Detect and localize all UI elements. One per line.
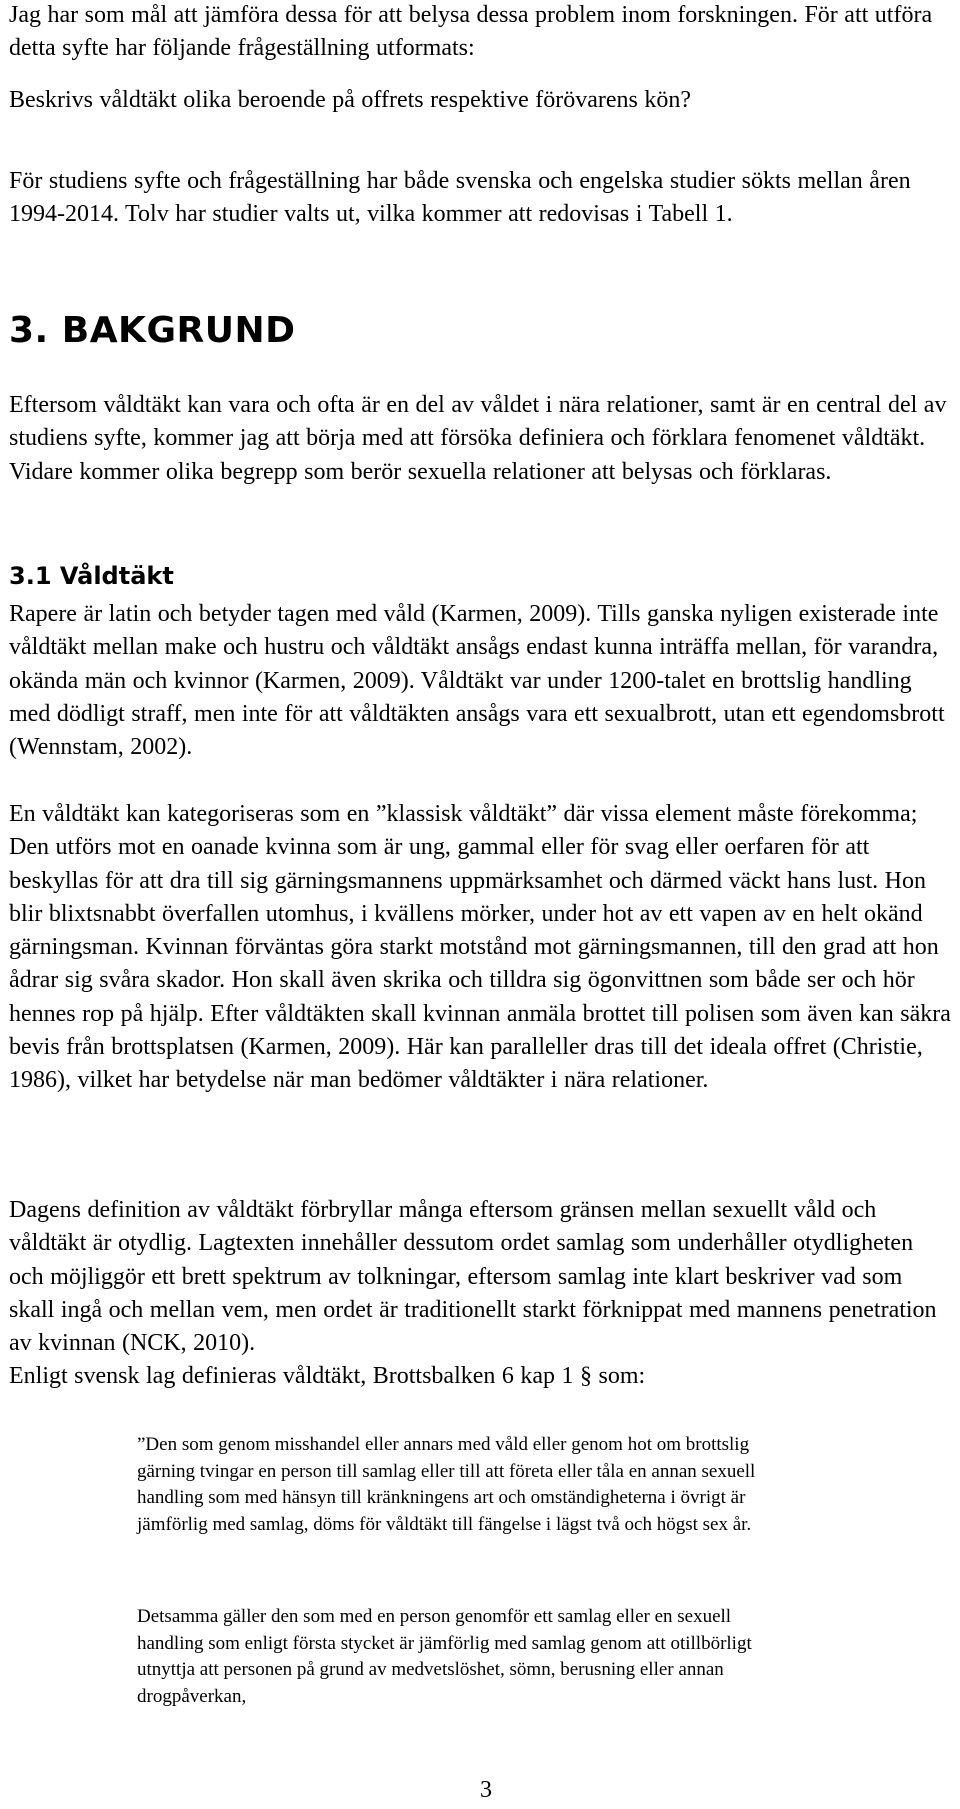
page-number: 3 bbox=[480, 1777, 492, 1803]
valdtakt-paragraph-3: Dagens definition av våldtäkt förbryllar många eftersom gränsen mellan sexuellt våld och våldtäkt är otydlig. Lagtexten innehåller dessutom ordet samlag som underhåller otydligheten och möjliggör ett brett spektrum av tolkningar, eftersom samlag inte klart beskriver vad som skall ingå och mellan vem, men ordet är traditionellt starkt förknippat med mannens penetration av kvinnan (NCK, 2010). bbox=[9, 1197, 937, 1357]
law-quote-paragraph-1: ”Den som genom misshandel eller annars med våld eller genom hot om brottslig gärning tvingar en person till samlag eller till att företa eller tåla en annan sexuell handling som med hänsyn till kränkningens art och omständigheterna i övrigt är jämförlig med samlag, döms för våldtäkt till fängelse i lägst två och högst sex år. bbox=[137, 1434, 756, 1535]
law-intro-paragraph: Enligt svensk lag definieras våldtäkt, Brottsbalken 6 kap 1 § som: bbox=[9, 1363, 646, 1389]
subsection-heading-valdtakt: 3.1 Våldtäkt bbox=[9, 562, 174, 590]
section-heading-bakgrund: 3. BAKGRUND bbox=[9, 310, 296, 351]
bakgrund-intro-paragraph: Eftersom våldtäkt kan vara och ofta är en del av våldet i nära relationer, samt är en central del av studiens syfte, kommer jag att börja med att försöka definiera och förklara fenomenet våldtäkt. Vidare kommer olika begrepp som berör sexuella relationer att belysas och förklaras. bbox=[9, 392, 947, 485]
valdtakt-paragraph-2: En våldtäkt kan kategoriseras som en ”klassisk våldtäkt” där vissa element måste förekomma; Den utförs mot en oanade kvinna som är ung, gammal eller för svag eller oerfaren för att beskyllas för att dra till sig gärningsmannens uppmärksamhet och därmed väckt hans lust. Hon blir blixtsnabbt överfallen utomhus, i kvällens mörker, under hot av ett vapen av en helt okänd gärningsman. Kvinnan förväntas göra starkt motstånd mot gärningsmannen, till den grad att hon ådrar sig svåra skador. Hon skall även skrika och tilldra sig ögonvittnen som både ser och hör hennes rop på hjälp. Efter våldtäkten skall kvinnan anmäla brottet till polisen som även kan säkra bevis från brottsplatsen (Karmen, 2009). Här kan paralleller dras till det ideala offret (Christie, 1986), vilket har betydelse när man bedömer våldtäkter i nära relationer. bbox=[9, 801, 951, 1094]
valdtakt-paragraph-1: Rapere är latin och betyder tagen med våld (Karmen, 2009). Tills ganska nyligen existerade inte våldtäkt mellan make och hustru och våldtäkt ansågs endast kunna inträffa mellan, för varandra, okända män och kvinnor (Karmen, 2009). Våldtäkt var under 1200-talet en brottslig handling med dödligt straff, men inte för att våldtäkten ansågs vara ett sexualbrott, utan ett egendomsbrott (Wennstam, 2002). bbox=[9, 601, 945, 761]
method-paragraph: För studiens syfte och frågeställning har både svenska och engelska studier sökts mellan åren 1994-2014. Tolv har studier valts ut, vilka kommer att redovisas i Tabell 1. bbox=[9, 168, 911, 228]
research-question: Beskrivs våldtäkt olika beroende på offrets respektive förövarens kön? bbox=[9, 87, 691, 113]
aim-paragraph: Jag har som mål att jämföra dessa för att belysa dessa problem inom forskningen. För att utföra detta syfte har följande frågeställning utformats: bbox=[9, 2, 933, 62]
law-quote-paragraph-2: Detsamma gäller den som med en person genomför ett samlag eller en sexuell handling som enligt första stycket är jämförlig med samlag genom att otillbörligt utnyttja att personen på grund av medvetslöshet, sömn, berusning eller annan drogpåverkan, bbox=[137, 1606, 752, 1707]
